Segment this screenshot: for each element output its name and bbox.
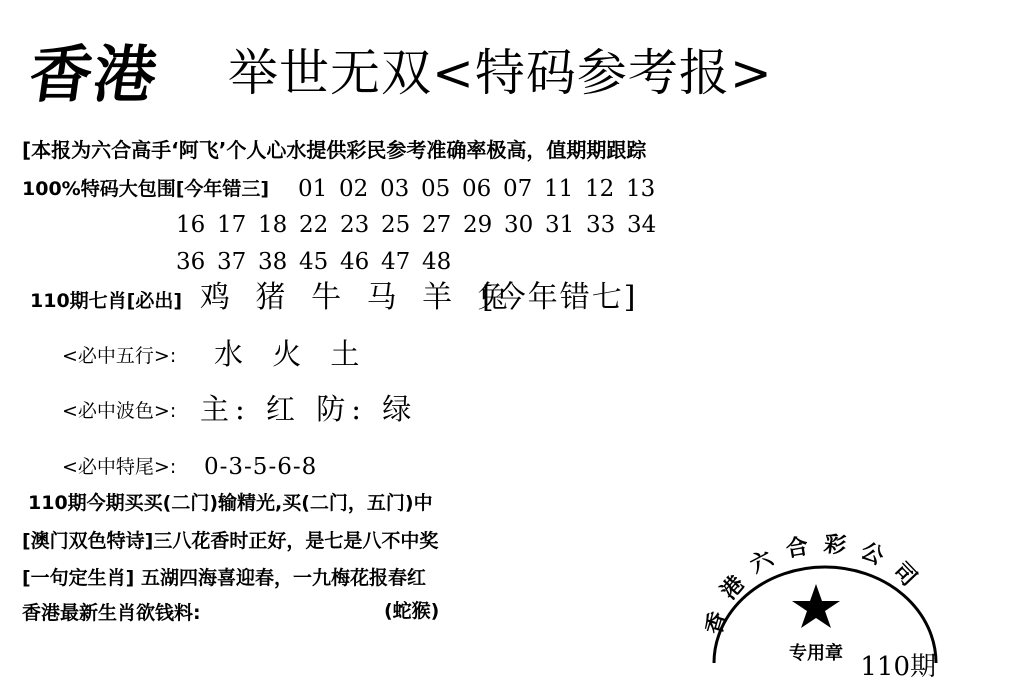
number: 18 [258, 212, 288, 238]
tail-value: 0-3-5-6-8 [204, 454, 318, 480]
number: 17 [217, 212, 247, 238]
number: 23 [340, 212, 370, 238]
number: 12 [585, 176, 615, 202]
number: 48 [422, 249, 452, 275]
number: 37 [217, 249, 247, 275]
page-title: 举世无双<特码参考报> [228, 44, 773, 102]
latest-value: (蛇猴) [384, 600, 440, 622]
number: 25 [381, 212, 411, 238]
issue-number: 110期 [860, 652, 936, 682]
number: 36 [176, 249, 206, 275]
brand-title: 香港 [24, 38, 164, 111]
number: 38 [258, 249, 288, 275]
number: 03 [380, 176, 410, 202]
number: 27 [422, 212, 452, 238]
star-icon [792, 584, 840, 628]
stamp-bottom-text: 专用章 [789, 643, 843, 664]
number-row-3 [176, 251, 463, 274]
number-row-2 [176, 214, 668, 237]
buy-line: 110期今期买买(二门)输精光,买(二门，五门)中 [28, 492, 433, 514]
zodiac-label: 110期七肖[必出] [30, 290, 183, 312]
number-row-1 [298, 178, 667, 201]
number: 16 [176, 212, 206, 238]
number: 02 [339, 176, 369, 202]
number: 34 [627, 212, 657, 238]
tail-label: <必中特尾>: [62, 456, 177, 478]
elements-label: <必中五行>: [62, 345, 177, 367]
zodiac-poem: [一句定生肖] 五湖四海喜迎春，一九梅花报春红 [22, 567, 426, 589]
number: 45 [299, 249, 329, 275]
zodiac-note: [今年错七] [482, 280, 638, 315]
number: 13 [626, 176, 656, 202]
number: 01 [298, 176, 328, 202]
number: 33 [586, 212, 616, 238]
stamp-top-text: 香港六合彩公司 [701, 531, 931, 638]
zodiac-value: 鸡 猪 牛 马 羊 兔 [200, 280, 516, 315]
wave-label: <必中波色>: [62, 400, 177, 422]
number: 30 [504, 212, 534, 238]
latest-label: 香港最新生肖欲钱料: [22, 602, 201, 624]
number: 31 [545, 212, 575, 238]
number: 06 [462, 176, 492, 202]
number: 22 [299, 212, 329, 238]
elements-value: 水 火 土 [214, 337, 370, 371]
special-label: 100%特码大包围[今年错三] [22, 178, 270, 200]
number: 05 [421, 176, 451, 202]
wave-value: 主: 红 防: 绿 [200, 392, 418, 426]
number: 46 [340, 249, 370, 275]
number: 29 [463, 212, 493, 238]
number: 11 [544, 176, 574, 202]
macau-poem: [澳门双色特诗]三八花香时正好，是七是八不中奖 [22, 530, 439, 552]
number: 07 [503, 176, 533, 202]
intro-text: [本报为六合高手‘阿飞’个人心水提供彩民参考准确率极高，值期期跟踪 [22, 138, 647, 162]
number: 47 [381, 249, 411, 275]
